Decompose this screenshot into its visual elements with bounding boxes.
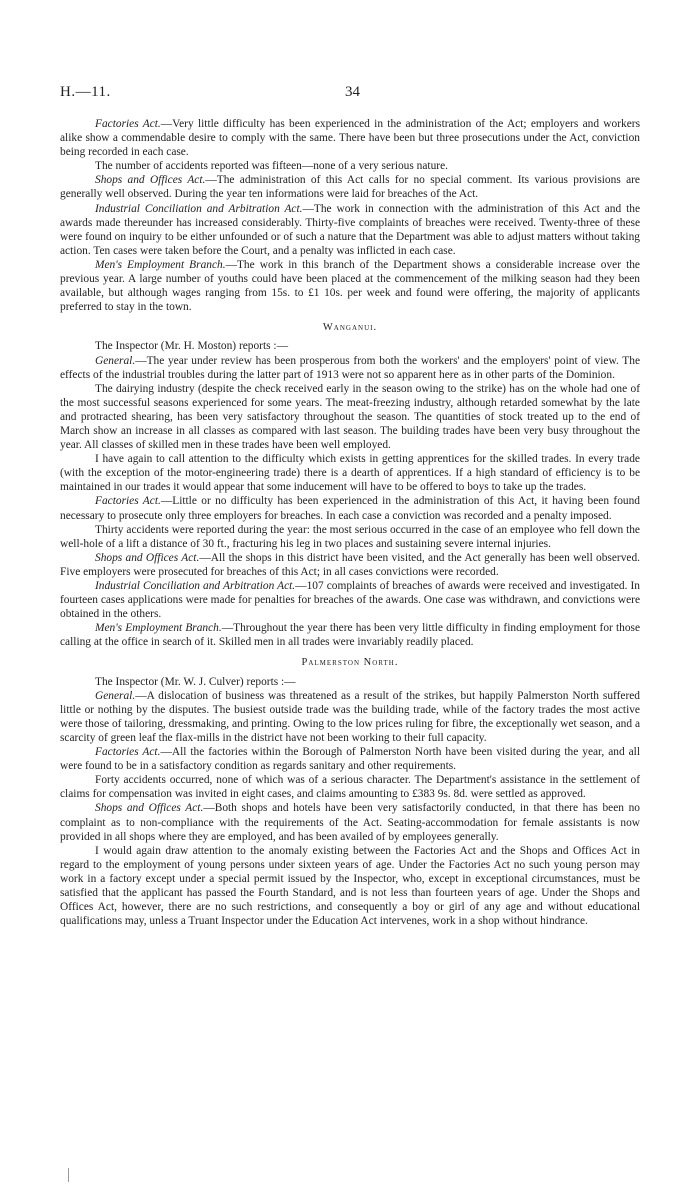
- paragraph-text: The Inspector (Mr. W. J. Culver) reports :—: [95, 675, 296, 688]
- paragraph-text: I have again to call attention to the difficulty which exists in getting apprentices for the skilled trades. In every trade (with the exception of the motor-engineering trade) there is a dearth of apprentices. If a high standard of efficiency is to be maintained in our trades it would appear that some inducement will have to be offered to boys to take up the trades.: [60, 453, 640, 494]
- paragraph-text: Thirty accidents were reported during the year: the most serious occurred in the case of an employee who fell down the well-hole of a lift a distance of 30 ft., fracturing his leg in two places and sustaining severe internal injuries.: [60, 523, 640, 550]
- paragraph-lead: Men's Employment Branch.: [95, 258, 226, 271]
- paragraph-lead: Shops and Offices Act.: [95, 174, 206, 187]
- paragraph-lead: Industrial Conciliation and Arbitration Act.: [95, 202, 303, 215]
- paragraph-text: —Little or no difficulty has been experienced in the administration of this Act, it having been found necessary to prosecute only three employers for breaches. In each case a conviction was recorded and a penalty imposed.: [60, 495, 640, 522]
- paragraph: [60, 844, 640, 929]
- report-body: [60, 117, 640, 928]
- paragraph-text: The Inspector (Mr. H. Moston) reports :—: [95, 340, 288, 353]
- paragraph-text: Forty accidents occurred, none of which was of a serious character. The Department's assistance in the settlement of claims for compensation was invited in eight cases, and claims amounting to £383 9s. 8d. were settled as approved.: [60, 774, 640, 801]
- page-number: 34: [345, 84, 360, 100]
- paragraph-lead: Shops and Offices Act.: [95, 802, 204, 815]
- paragraph-lead: General.: [95, 354, 136, 367]
- paragraph: [60, 382, 640, 452]
- paragraph: [60, 354, 640, 382]
- paragraph-lead: Factories Act.: [95, 746, 161, 759]
- paragraph: [60, 523, 640, 551]
- paragraph: [60, 117, 640, 159]
- paragraph: [60, 551, 640, 579]
- paragraph: [60, 689, 640, 745]
- paragraph: [60, 339, 640, 353]
- paragraph-text: —Very little difficulty has been experienced in the administration of the Act; employers and workers alike show a commendable desire to comply with the same. There have been but three prosecutions under the Act, conviction being recorded in each case.: [60, 118, 640, 159]
- paragraph: [60, 621, 640, 649]
- paragraph: [60, 452, 640, 494]
- paragraph: [60, 173, 640, 201]
- document-reference: H.—11.: [60, 84, 111, 100]
- paragraph-text: —The year under review has been prosperous from both the workers' and the employers' point of view. The effects of the industrial troubles during the latter part of 1913 were not so apparent here as in other parts of the Dominion.: [60, 354, 640, 381]
- paragraph-text: —The work in connection with the administration of this Act and the awards made thereunder has increased considerably. Thirty-five complaints of breaches were received. Twenty-three of these were found on inquiry to be either unfounded or of such a nature that the Department was able to adjust matters without taking action. Ten cases were taken before the Court, and a penalty was inflicted in each case.: [60, 202, 640, 257]
- paragraph: [60, 801, 640, 843]
- paragraph-lead: Industrial Conciliation and Arbitration Act.: [95, 580, 296, 592]
- paragraph-lead: Factories Act.: [95, 118, 161, 130]
- paragraph: [60, 745, 640, 773]
- page-header: [60, 84, 660, 104]
- paragraph: [60, 773, 640, 801]
- paragraph-lead: General.: [95, 689, 136, 702]
- paragraph-text: —Throughout the year there has been very little difficulty in finding employment for those calling at the office in search of it. Skilled men in all trades were invariably readily placed.: [60, 622, 641, 649]
- paragraph-text: The number of accidents reported was fifteen—none of a very serious nature.: [95, 160, 448, 173]
- paragraph: [60, 202, 640, 258]
- section-heading: Palmerston North.: [301, 657, 399, 669]
- section-heading: Wanganui.: [322, 322, 378, 334]
- paragraph-lead: Men's Employment Branch.: [95, 622, 222, 635]
- paragraph: [60, 675, 640, 689]
- paragraph-text: The dairying industry (despite the check received early in the season owing to the strike) has on the whole had one of the most successful seasons experienced for some years. The meat-freezing industry, although retarded somewhat by the late and protracted shearing, has been very satisfactory throughout the season. The quantities of stock treated up to the end of March show an increase in all classes as compared with last season. The building trades have been very busy throughout the year. All classes of skilled men in these trades have been well employed.: [60, 382, 640, 452]
- paragraph: [60, 494, 640, 522]
- paragraph: [60, 579, 640, 621]
- paragraph-text: —All the shops in this district have been visited, and the Act generally has been well observed. Five employers were prosecuted for breaches of this Act; in all cases convictions were recorded.: [60, 551, 641, 578]
- paragraph: [60, 258, 640, 314]
- paragraph-text: I would again draw attention to the anomaly existing between the Factories Act and the Shops and Offices Act in regard to the employment of young persons under sixteen years of age. Under the Factories Act no such young person may work in a factory except under a special permit issued by the Inspector, who, except in exceptional circumstances, must be satisfied that the applicant has passed the Fourth Standard, and is not less than fourteen years of age. Under the Shops and Offices Act, however, there are no such restrictions, and consequently a boy or girl of any age and without educational qualifications may, unless a Truant Inspector under the Education Act intervenes, work in a shop without hindrance.: [60, 844, 640, 928]
- paragraph-text: —All the factories within the Borough of Palmerston North have been visited during the year, and all were found to be in a satisfactory condition as regards sanitary and other requirements.: [60, 746, 641, 773]
- paragraph-text: —Both shops and hotels have been very satisfactorily conducted, in that there has been no complaint as to non-compliance with the requirements of the Act. Seating-accommodation for female assistants is now provided in all shops where they are employed, and has been availed of by employees generally.: [60, 802, 641, 843]
- margin-mark: [68, 1168, 69, 1182]
- paragraph-text: —The work in this branch of the Department shows a considerable increase over the previous year. A large number of youths could have been placed at the commencement of the milking season had they been available, but although wages ranging from 15s. to £1 10s. per week and found were offering, the majority of applicants preferred to stay in the town.: [60, 258, 640, 314]
- paragraph-text: —107 complaints of breaches of awards were received and investigated. In fourteen cases applications were made for penalties for breaches of the awards. One case was withdrawn, and convictions were obtained in the others.: [60, 580, 640, 621]
- paragraph-text: —The administration of this Act calls for no special comment. Its various provisions are generally well observed. During the year ten informations were laid for breaches of the Act.: [60, 174, 640, 201]
- paragraph-lead: Factories Act.: [95, 495, 161, 508]
- paragraph-lead: Shops and Offices Act.: [95, 551, 200, 564]
- paragraph-text: —A dislocation of business was threatened as a result of the strikes, but happily Palmerston North suffered little or nothing by the disputes. The busiest outside trade was the building trade, while of the factory trades the most active were those of tailoring, dressmaking, and printing. Owing to the low prices ruling for fibre, the exceptionally wet season, and a scarcity of green leaf the flax-mills in the district have not been working to their full capacity.: [60, 689, 640, 744]
- paragraph: [60, 159, 640, 173]
